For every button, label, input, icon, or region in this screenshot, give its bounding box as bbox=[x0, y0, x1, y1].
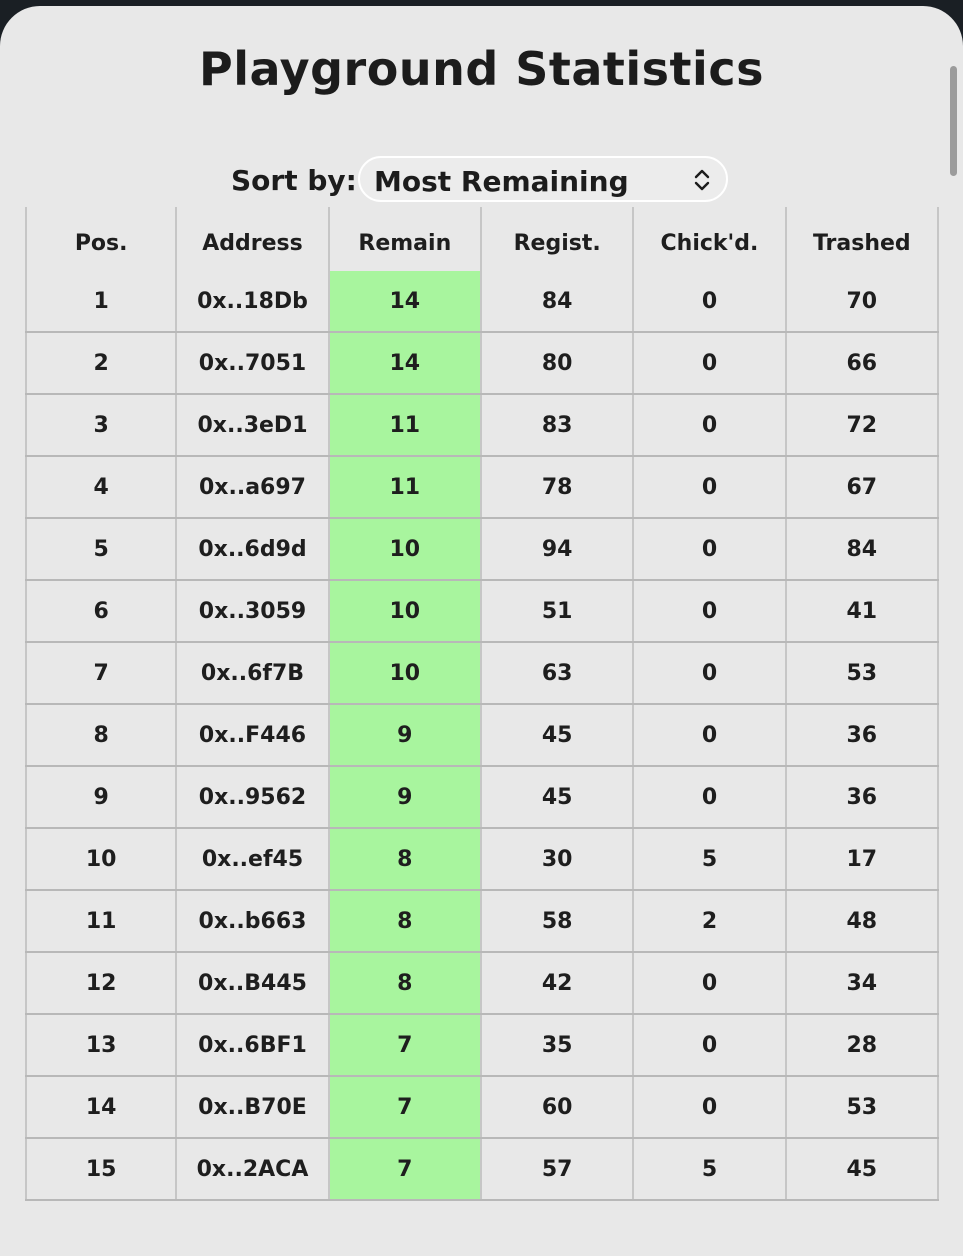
sort-select[interactable] bbox=[358, 156, 728, 202]
cell-pos: 2 bbox=[25, 333, 177, 393]
table-row bbox=[25, 519, 939, 581]
cell-remain: 10 bbox=[330, 581, 482, 641]
cell-address: 0x..3eD1 bbox=[177, 395, 329, 455]
header-pos[interactable]: Pos. bbox=[25, 207, 177, 271]
table-row bbox=[25, 705, 939, 767]
cell-remain: 8 bbox=[330, 829, 482, 889]
cell-regist: 30 bbox=[482, 829, 634, 889]
cell-regist: 45 bbox=[482, 767, 634, 827]
cell-pos: 15 bbox=[25, 1139, 177, 1199]
table-row bbox=[25, 953, 939, 1015]
cell-regist: 80 bbox=[482, 333, 634, 393]
cell-regist: 78 bbox=[482, 457, 634, 517]
cell-trashed: 17 bbox=[787, 829, 939, 889]
cell-pos: 1 bbox=[25, 271, 177, 331]
cell-remain: 14 bbox=[330, 333, 482, 393]
cell-chickd: 0 bbox=[634, 457, 786, 517]
cell-trashed: 72 bbox=[787, 395, 939, 455]
cell-address: 0x..3059 bbox=[177, 581, 329, 641]
cell-pos: 6 bbox=[25, 581, 177, 641]
cell-address: 0x..B70E bbox=[177, 1077, 329, 1137]
cell-regist: 51 bbox=[482, 581, 634, 641]
table-row bbox=[25, 891, 939, 953]
cell-address: 0x..b663 bbox=[177, 891, 329, 951]
cell-pos: 8 bbox=[25, 705, 177, 765]
cell-trashed: 36 bbox=[787, 705, 939, 765]
cell-regist: 35 bbox=[482, 1015, 634, 1075]
cell-chickd: 5 bbox=[634, 829, 786, 889]
cell-address: 0x..a697 bbox=[177, 457, 329, 517]
cell-trashed: 28 bbox=[787, 1015, 939, 1075]
cell-trashed: 67 bbox=[787, 457, 939, 517]
table-row bbox=[25, 1077, 939, 1139]
cell-regist: 60 bbox=[482, 1077, 634, 1137]
cell-remain: 11 bbox=[330, 395, 482, 455]
stats-table bbox=[25, 207, 939, 1201]
cell-address: 0x..9562 bbox=[177, 767, 329, 827]
table-row bbox=[25, 643, 939, 705]
cell-remain: 7 bbox=[330, 1015, 482, 1075]
cell-regist: 42 bbox=[482, 953, 634, 1013]
sort-label: Sort by: bbox=[231, 164, 357, 197]
cell-address: 0x..6d9d bbox=[177, 519, 329, 579]
cell-regist: 45 bbox=[482, 705, 634, 765]
cell-pos: 10 bbox=[25, 829, 177, 889]
cell-remain: 10 bbox=[330, 643, 482, 703]
header-chickd[interactable]: Chick'd. bbox=[634, 207, 786, 271]
cell-address: 0x..2ACA bbox=[177, 1139, 329, 1199]
cell-pos: 9 bbox=[25, 767, 177, 827]
cell-trashed: 53 bbox=[787, 1077, 939, 1137]
cell-regist: 84 bbox=[482, 271, 634, 331]
cell-pos: 13 bbox=[25, 1015, 177, 1075]
cell-regist: 83 bbox=[482, 395, 634, 455]
cell-trashed: 70 bbox=[787, 271, 939, 331]
cell-pos: 7 bbox=[25, 643, 177, 703]
table-header-row bbox=[25, 207, 939, 271]
cell-chickd: 0 bbox=[634, 1015, 786, 1075]
cell-trashed: 34 bbox=[787, 953, 939, 1013]
cell-trashed: 53 bbox=[787, 643, 939, 703]
cell-chickd: 5 bbox=[634, 1139, 786, 1199]
table-row bbox=[25, 333, 939, 395]
cell-chickd: 0 bbox=[634, 643, 786, 703]
cell-regist: 58 bbox=[482, 891, 634, 951]
cell-remain: 7 bbox=[330, 1077, 482, 1137]
header-regist[interactable]: Regist. bbox=[482, 207, 634, 271]
cell-address: 0x..F446 bbox=[177, 705, 329, 765]
cell-remain: 11 bbox=[330, 457, 482, 517]
cell-chickd: 2 bbox=[634, 891, 786, 951]
cell-chickd: 0 bbox=[634, 953, 786, 1013]
cell-trashed: 45 bbox=[787, 1139, 939, 1199]
page-title: Playground Statistics bbox=[199, 42, 764, 96]
cell-regist: 63 bbox=[482, 643, 634, 703]
header-trashed[interactable]: Trashed bbox=[787, 207, 939, 271]
cell-chickd: 0 bbox=[634, 519, 786, 579]
cell-trashed: 48 bbox=[787, 891, 939, 951]
table-row bbox=[25, 1139, 939, 1201]
cell-address: 0x..18Db bbox=[177, 271, 329, 331]
stats-card bbox=[0, 6, 963, 1256]
cell-pos: 3 bbox=[25, 395, 177, 455]
table-row bbox=[25, 1015, 939, 1077]
cell-chickd: 0 bbox=[634, 271, 786, 331]
cell-pos: 11 bbox=[25, 891, 177, 951]
cell-trashed: 84 bbox=[787, 519, 939, 579]
table-row bbox=[25, 767, 939, 829]
cell-address: 0x..6BF1 bbox=[177, 1015, 329, 1075]
sort-selected-value: Most Remaining bbox=[374, 165, 629, 198]
cell-trashed: 36 bbox=[787, 767, 939, 827]
cell-address: 0x..6f7B bbox=[177, 643, 329, 703]
cell-chickd: 0 bbox=[634, 1077, 786, 1137]
cell-chickd: 0 bbox=[634, 767, 786, 827]
cell-pos: 12 bbox=[25, 953, 177, 1013]
cell-address: 0x..B445 bbox=[177, 953, 329, 1013]
cell-address: 0x..7051 bbox=[177, 333, 329, 393]
header-remain[interactable]: Remain bbox=[330, 207, 482, 271]
table-row bbox=[25, 829, 939, 891]
cell-trashed: 41 bbox=[787, 581, 939, 641]
cell-remain: 10 bbox=[330, 519, 482, 579]
sort-control bbox=[0, 156, 963, 206]
table-row bbox=[25, 395, 939, 457]
cell-remain: 7 bbox=[330, 1139, 482, 1199]
header-address[interactable]: Address bbox=[177, 207, 329, 271]
cell-chickd: 0 bbox=[634, 333, 786, 393]
cell-remain: 9 bbox=[330, 705, 482, 765]
cell-remain: 9 bbox=[330, 767, 482, 827]
cell-regist: 94 bbox=[482, 519, 634, 579]
cell-chickd: 0 bbox=[634, 395, 786, 455]
cell-trashed: 66 bbox=[787, 333, 939, 393]
cell-remain: 8 bbox=[330, 953, 482, 1013]
table-row bbox=[25, 581, 939, 643]
cell-pos: 14 bbox=[25, 1077, 177, 1137]
updown-chevron-icon bbox=[692, 168, 712, 192]
cell-remain: 8 bbox=[330, 891, 482, 951]
cell-pos: 5 bbox=[25, 519, 177, 579]
table-row bbox=[25, 457, 939, 519]
table-row bbox=[25, 271, 939, 333]
cell-pos: 4 bbox=[25, 457, 177, 517]
cell-remain: 14 bbox=[330, 271, 482, 331]
cell-address: 0x..ef45 bbox=[177, 829, 329, 889]
cell-chickd: 0 bbox=[634, 581, 786, 641]
cell-chickd: 0 bbox=[634, 705, 786, 765]
cell-regist: 57 bbox=[482, 1139, 634, 1199]
table-body bbox=[25, 271, 939, 1201]
